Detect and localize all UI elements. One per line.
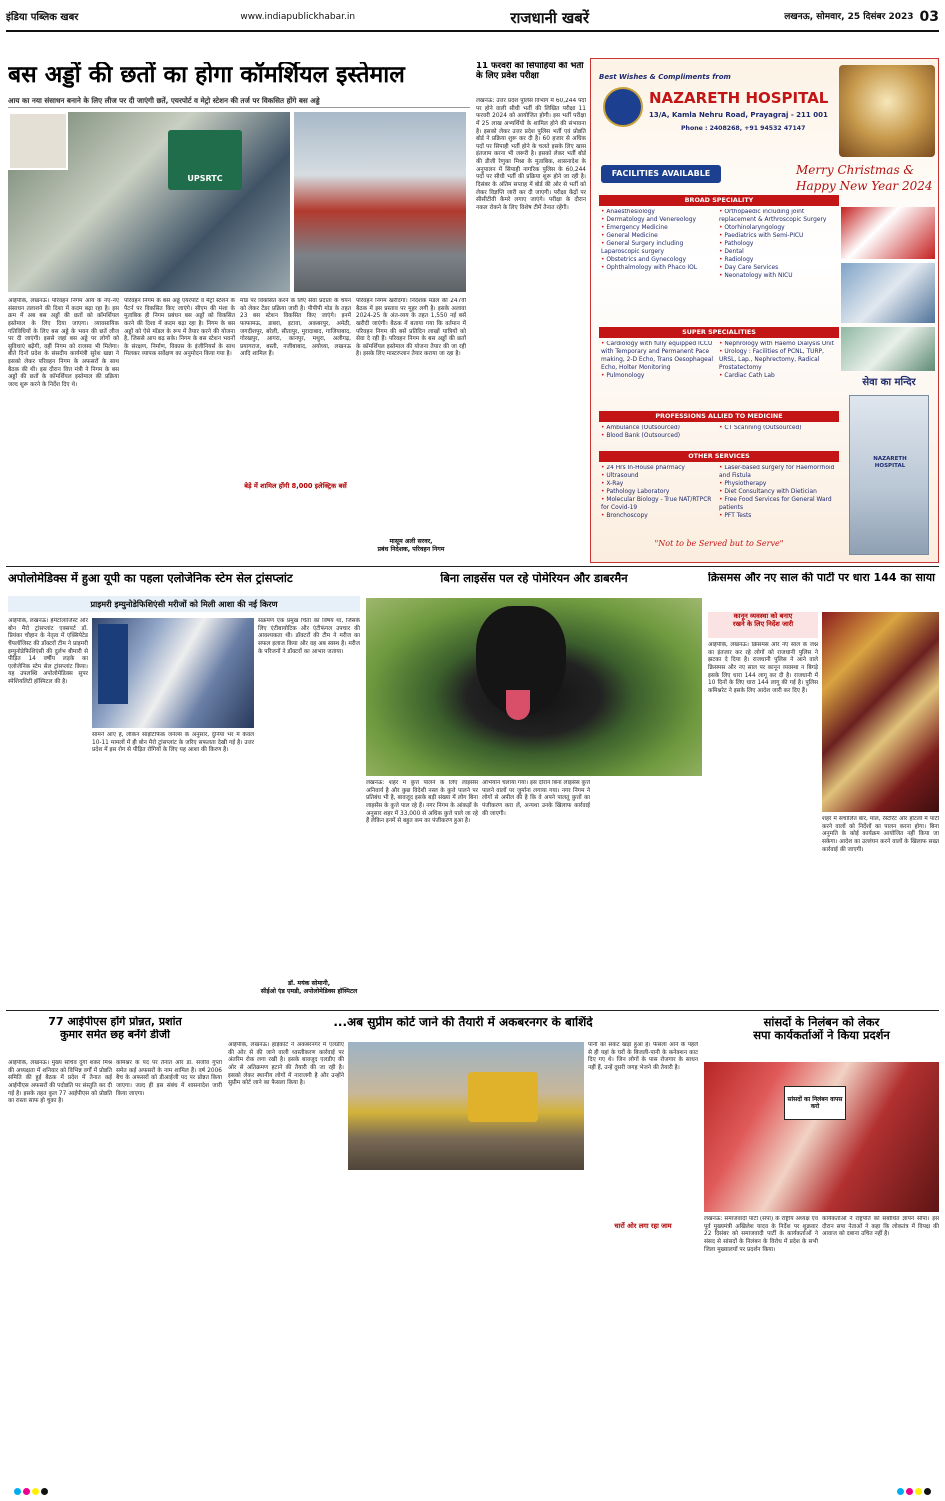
other-item: • Bronchoscopy (601, 513, 716, 521)
upsrtc-banner (168, 130, 242, 190)
bulldozer-photo (348, 1042, 584, 1170)
sp-col-2: कार्यकर्ताओं ने राष्ट्रपति को संबोधित ज्ञापन सौंपा। इस दौरान सपा नेताओं ने कहा कि लोकतंत्र में विपक्ष की आवाज को दबाना उचित नहीं है। (822, 1216, 939, 1238)
apollo-col-3: संक्रमण एक प्रमुख चिंता का विषय था, जिसके लिए एंटीबायोटिक और एंटीफंगल उपचार की आवश्यकता थी। डॉक्टरों की टीम ने मरीज का सफल इलाज किया और वह अब स्वस्थ है। मरीज के परिजनों ने डॉक्टरों का आभार जताया। (258, 618, 360, 655)
ips-headline-line-2: कुमार समेत छह बनेंगे डीजी (60, 1028, 170, 1041)
lead-col-2: परिवहन निगम के बस अड्डे एयरपोर्ट व मेट्रो स्टेशन के पैटर्न पर विकसित किए जाएंगे। सीएम की मंशा के मुताबिक ही निगम प्रबंधन बस अड्डों को विकसित करने की दिशा में कदम बढ़ा रहा है। निगम के बस अड्डों को ऐसे मॉडल के रूप में तैयार करने की योजना है, जिससे आय बढ़ सके। निगम के बस स्टेशन भवनों के संरक्षण, निर्माण, विकास के इंजीनियर्स के साथ मिलकर व्यापक सर्वेक्षण का अनुमोदन किया गया है। (124, 298, 235, 358)
broad-item: • Orthopaedic including joint replacement & Arthroscopic Surgery (719, 209, 837, 225)
ips-col-1: आईपीके, लखनऊ। मुख्य सचिव दुर्गा शंकर मिश्र की अध्यक्षता में शनिवार को विभिन्न वर्गों में प्रोन्नति समिति की हुई बैठक में प्रदेश में तैनात कई आईपीएस अफसरों की पदोन्नति पर संस्तुति कर दी गई है। इसके तहत कुल 77 आईपीएस को प्रोन्नति का रास्ता साफ हो चुका है। (8, 1060, 112, 1105)
christmas-market-photo (822, 612, 939, 812)
christmas-scene (839, 65, 935, 157)
santa-photo (841, 207, 935, 259)
sp-protest-photo (704, 1062, 939, 1212)
sp-col-1: लखनऊ: समाजवादी पार्टी (सपा) के राष्ट्रीय अध्यक्ष एवं पूर्व मुख्यमंत्री अखिलेश यादव के निर्देश पर शुक्रवार 22 दिसंबर को समाजवादी पार्टी के कार्यकर्ताओं ने संसद से सांसदों के निलंबन के विरोध में प्रदेश के सभी जिला मुख्यालयों पर प्रदर्शन किया। (704, 1216, 818, 1253)
ad-motto: "Not to be Served but to Serve" (654, 539, 784, 548)
broad-item: • Dermatology and Venereology (601, 217, 716, 225)
christmas-deck (708, 612, 818, 638)
registration-marks-right (897, 1488, 931, 1495)
apollo-headline: अपोलोमेडिक्स में हुआ यूपी का पहला एलोजेनिक स्टेम सेल ट्रांसप्लांट (8, 572, 293, 585)
protest-placard (784, 1086, 846, 1120)
allied-right-list (719, 425, 837, 447)
broad-item: • Neonatology with NICU (719, 273, 837, 281)
hospital-phone[interactable]: Phone : 2408268, +91 94532 47147 (681, 125, 806, 132)
apollo-col-2: सामने आए हैं, लेकिन साइंटिफिक जर्नल्स के अनुसार, दुनिया भर में केवल 10-11 मामलों में ही बोन मैरो ट्रांसप्लांट के जरिए सफलता देखी गई है। उत्तर प्रदेश में इस रोग से पीड़ित रोगियों के लिए यह आशा की किरण है। (92, 732, 254, 754)
lead-col-3: मोड पर विकसित करने के लिए सेवा प्रदाता के चयन को लेकर टेंडर प्रक्रिया जारी है। पीपीपी मोड के तहत 23 बस स्टेशन विकसित किए जाएंगे। इनमें फाफामऊ, डाबरा, इटावा, अकबरपुर, अमेठी, जगदीशपुर, बरेली, सीतापुर, मुरादाबाद, गाजियाबाद, गोरखपुर, आगरा, कानपुर, मथुरा, अलीगढ़, प्रयागराज, बस्ती, नजीबाबाद, अयोध्या, लखनऊ आदि शामिल हैं। (240, 298, 351, 358)
facilities-banner: FACILITIES AVAILABLE (601, 165, 721, 183)
super-item: • Pulmonology (601, 373, 716, 381)
apollo-signature-title: सीईओ एंड एमडी, अपोलोमेडिक्स हॉस्पिटल (260, 987, 358, 995)
other-item: • Physiotherapy (719, 481, 837, 489)
broad-item: • Otorhinolaryngology (719, 225, 837, 233)
ips-headline (8, 1016, 222, 1056)
super-speciality-title: SUPER SPECIALITIES (599, 327, 839, 338)
hospital-logo (603, 87, 643, 127)
police-body: लखनऊ: उत्तर प्रदेश पुलिस विभाग में 60,244 पदों पर होने वाली सीधी भर्ती की लिखित परीक्षा 11 फरवरी 2024 को आयोजित होगी। इस भर्ती परीक्षा में 25 लाख अभ्यर्थियों के शामिल होने की संभावना है। इसको लेकर उत्तर प्रदेश पुलिस भर्ती एवं प्रोन्नति बोर्ड ने प्रक्रिया शुरू कर दी है। 60 हजार से अधिक पदों पर सिपाही भर्ती होने के चलते इसके लिए खास इंतजाम करना भी जरूरी है। इसको लेकर भर्ती बोर्ड की डीजी रेणुका मिश्रा के मुताबिक, शासनादेश के अनुपालन में सिपाही नागरिक पुलिस के 60,244 पदों पर सीधी भर्ती की प्रक्रिया शुरू होने जा रही है। दिसंबर के अंतिम सप्ताह में बोर्ड की ओर से भर्ती को लेकर विज्ञप्ति जारी कर दी जाएगी। परीक्षा केंद्रों पर सीसीटीवी कैमरे लगाए जाएंगे। परीक्षा के दौरान नकल रोकने के लिए विशेष टीमें तैनात रहेंगी। (476, 98, 586, 211)
christmas-deck-line-1: कानून व्यवस्था को बनाए (733, 612, 793, 620)
dateline: लखनऊ, सोमवार, 25 दिसंबर 2023 (784, 12, 914, 23)
other-left-list (601, 465, 716, 535)
super-item: • Cardiology with fully equipped ICCU with Temporary and Permanent Pace making, 2-D Echo, Trans Oesophageal Echo, Holter Monitoring (601, 341, 716, 373)
row-divider (6, 566, 939, 567)
broad-item: • Radiology (719, 257, 837, 265)
masthead (6, 6, 939, 32)
apollo-press-photo (92, 618, 254, 728)
allied-title: PROFESSIONS ALLIED TO MEDICINE (599, 411, 839, 422)
apollo-col-1: आईपीके, लखनऊ। हेमेटोलॉजिस्ट और बोन मैरो ट्रांसप्लांट एक्सपर्ट डॉ. प्रियंका चौहान के नेतृत्व में एक्सिपेटेड चैंपलॉजिस्ट की डॉक्टरों टीम ने प्राइमरी इम्युनोडेफिशिएंसी की दुर्लभ बीमारी से पीड़ित 14 वर्षीय लड़के का एलोजेनिक स्टेम सेल ट्रांसप्लांट किया। यह उपलब्धि अपोलोमेडिक्स सुपर स्पेशियलिटी हॉस्पिटल की है। (8, 618, 88, 686)
hospital-address: 13/A, Kamla Nehru Road, Prayagraj - 211 001 (649, 111, 828, 119)
other-right-list (719, 465, 837, 535)
akbarnagar-col-2 (348, 1174, 464, 1480)
bulldozer-shape (468, 1072, 538, 1122)
other-item: • Pathology Laboratory (601, 489, 716, 497)
allied-item: • Ambulance (Outsourced) (601, 425, 716, 433)
signature-name: मासूम अली सरवर, (389, 538, 433, 545)
lead-headline: बस अड्डों की छतों का होगा कॉमर्शियल इस्तेमाल (8, 62, 405, 88)
ips-headline-line-1: 77 आईपीएस होंगे प्रोन्नत, प्रशांत (48, 1016, 182, 1028)
super-left-list (601, 341, 716, 407)
doctors-photo (841, 327, 935, 371)
akbarnagar-col-4b (588, 1236, 698, 1480)
broad-speciality-title: BROAD SPECIALITY (599, 195, 839, 206)
ad-tagline: Best Wishes & Compliments from (599, 73, 731, 81)
row-divider-2 (6, 1010, 939, 1011)
christmas-headline: क्रिसमस और नए साल की पार्टी पर धारा 144 का साया (708, 572, 935, 584)
broad-item: • Paediatrics with Semi-PICU (719, 233, 837, 241)
seva-label: सेवा का मन्दिर (862, 377, 916, 388)
paper-name: इंडिया पब्लिक खबर (6, 11, 79, 23)
police-headline: 11 फरवरी को सिपाहियों की भर्ती के लिए प्रवेश परीक्षा (476, 62, 584, 81)
other-item: • Laser-based surgery for Haemorrhoid and Fistula (719, 465, 837, 481)
paper-url[interactable]: www.indiapublickhabar.in (240, 12, 356, 23)
broad-item: • Emergency Medicine (601, 225, 716, 233)
akbarnagar-subhead: चारों ओर लगा रहा जाम (614, 1222, 672, 1230)
section-title: राजधानी खबरें (510, 8, 589, 27)
dogs-col-3 (594, 780, 702, 1006)
sp-headline-line-1: सांसदों के निलंबन को लेकर (763, 1016, 880, 1029)
allied-item: • Blood Bank (Outsourced) (601, 433, 716, 441)
other-item: • PFT Tests (719, 513, 837, 521)
super-item: • Nephrology with Haemo Dialysis Unit (719, 341, 837, 349)
akbarnagar-col-4: पानी का संकट खड़ा हुआ है। फैसला आने के पहले से ही यहां के घरों के बिजली-पानी के कनेक्शन काट दिए गए थे। जिन लोगों के पास रोजगार के साधन नहीं हैं, उन्हें दूसरी जगह भेजने की तैयारी है। (588, 1042, 698, 1071)
broad-item: • Anaesthesiology (601, 209, 716, 217)
greeting-2: Happy New Year 2024 (796, 179, 933, 193)
christmas-deck-line-2: रखने के लिए निर्देश जारी (732, 620, 794, 629)
lead-deck: आय का नया संसाधन बनाने के लिए लीज पर दी जाएंगी छतें, एयरपोर्ट व मेट्रो स्टेशन की तर्ज पर विकसित होंगे बस अड्डे (8, 96, 470, 108)
dogs-col-1: लखनऊ: शहर में कुत्ते पालने के लिए लाइसेंस अनिवार्य है और कुछ विदेशी नस्ल के कुत्ते पालने पर प्रतिबंध भी है, बावजूद इसके बड़ी संख्या में लोग बिना लाइसेंस के कुत्ते पाल रहे हैं। नगर निगम के आंकड़ों के अनुसार शहर में 33,000 से अधिक कुत्ते पाले जा रहे हैं लेकिन इनमें से बहुत कम का पंजीकरण हुआ है। (366, 780, 478, 825)
signature-title: प्रबंध निदेशक, परिवहन निगम (377, 545, 445, 553)
upsrtc-logo-text: UPSRTC (187, 174, 223, 183)
minister-portrait (8, 112, 68, 170)
other-item: • Diet Consultancy with Dietician (719, 489, 837, 497)
hospital-building (849, 395, 929, 555)
other-item: • Molecular Biology - True NAT/RTPCR for Covid-19 (601, 497, 716, 513)
broad-item: • Obstetrics and Gynecology (601, 257, 716, 265)
other-item: • 24 Hrs In-House pharmacy (601, 465, 716, 473)
hospital-name: NAZARETH HOSPITAL (649, 89, 829, 107)
hospital-ad (590, 58, 939, 563)
apollo-deck: प्राइमरी इम्युनोडेफिशिएंसी मरीजों को मिली आशा की नई किरण (8, 596, 360, 612)
broad-item: • Ophthalmology with Phaco IOL (601, 265, 716, 273)
broad-item: • Day Care Services (719, 265, 837, 273)
broad-right-list (719, 209, 837, 321)
sp-headline (704, 1016, 939, 1058)
allied-left-list (601, 425, 716, 447)
dogs-headline: बिना लाइसेंस पल रहे पोमेरियन और डाबरमैन (440, 572, 628, 585)
christmas-col-2: शहर में संचालित बार, मॉल, रेस्टोरेंट और होटलों में पार्टी करने वालों को निर्देशों का पालन करना होगा। बिना अनुमति के कोई कार्यक्रम आयोजित नहीं किया जा सकेगा। आदेश का उल्लंघन करने वालों के खिलाफ सख्त कार्रवाई की जाएगी। (822, 816, 939, 853)
registration-marks-left (14, 1488, 48, 1495)
dog-tongue (506, 690, 530, 720)
akbarnagar-col-3 (468, 1174, 584, 1480)
super-item: • Cardiac Cath Lab (719, 373, 837, 381)
lead-col-1: आईपीके, लखनऊ। परिवहन निगम आय के नए-नए संसाधन तलाशने की दिशा में कदम बढ़ा रहा है। इस क्रम में अब बस अड्डों की छतों को कॉमर्शियल इस्तेमाल के लिए दिया जाएगा। व्यावसायिक गतिविधियों के लिए बस अड्डे के भवन की छतें लीज पर दी जाएंगी। इससे जहां बस अड्डे पर लोगों को सुविधाएं बढ़ेंगी, वहीं निगम को राजस्व भी मिलेगा। बीते दिनों प्रदेश के संसदीय कार्यमंत्री सुरेश खन्ना ने इसको लेकर परिवहन निगम के अफसरों के साथ बैठक की थी। इस दौरान वित्त मंत्री ने निगम के बस अड्डों की छतों के कॉमर्शियल इस्तेमाल की प्रक्रिया जल्द शुरू करने के निर्देश दिए थे। (8, 298, 119, 389)
broad-item: • General Surgery including Laparoscopic surgery (601, 241, 716, 257)
super-right-list (719, 341, 837, 407)
page-number: 03 (919, 9, 939, 26)
building-sign: NAZARETH HOSPITAL (873, 456, 907, 469)
bus-station-photo (294, 112, 466, 292)
placard-text: सांसदों का निलंबन वापस करो (787, 1095, 843, 1110)
lead-subhead: बेड़े में शामिल होंगी 8,000 इलेक्ट्रिक बसें (244, 482, 347, 490)
super-item: • Urology : Facilities of PCNL, TURP, URSL, Lap., Nephrectomy, Radical Prostatectomy (719, 349, 837, 373)
broad-item: • General Medicine (601, 233, 716, 241)
apollomedics-banner (98, 624, 128, 704)
broad-item: • Dental (719, 249, 837, 257)
broad-item: • Pathology (719, 241, 837, 249)
meeting-photo (8, 112, 290, 292)
lead-signature (356, 538, 466, 561)
apollo-signature-name: डॉ. मयंक सोमानी, (287, 980, 331, 987)
broad-left-list (601, 209, 716, 321)
lead-col-4: परिवहन निगम खरीदेगा। निदेशक मंडल की 247वीं बैठक में इस प्रस्ताव पर मुहर लगी है। इसके अलावा 2024-25 के अंत-व्यय के तहत 1,550 नई बसें खरीदी जाएंगी। बैठक में बताया गया कि वर्तमान में परिवहन निगम की बसें प्रतिदिन लाखों यात्रियों को सेवा दे रही हैं। परिवहन निगम के बस अड्डों की छतों के कॉमर्शियल इस्तेमाल की योजना तैयार की जा रही है। इसके लिए मास्टरप्लान तैयार कराया जा रहा है। (356, 298, 466, 358)
lead-col-3b (240, 504, 351, 561)
greeting-1: Merry Christmas & (796, 163, 915, 177)
doberman-photo (366, 598, 702, 776)
other-item: • Ultrasound (601, 473, 716, 481)
christmas-col-1: आईपीके, लखनऊ। क्रिसमस और नए साल के जश्न का इंतजार कर रहे लोगों को राजधानी पुलिस ने झटका दे दिया है। राजधानी पुलिस ने आने वाले क्रिसमस और नए साल पर कानून व्यवस्था न बिगड़े इसके लिए धारा 144 लागू कर दी है। राजधानी में 10 दिनों के लिए धारा 144 लागू की गई है। पुलिस कमिश्नरेट ने इसके लिए आदेश जारी कर दिए हैं। (708, 642, 818, 694)
other-services-title: OTHER SERVICES (599, 451, 839, 462)
other-item: • Free Food Services for General Ward patients (719, 497, 837, 513)
allied-item: • CT Scanning (Outsourced) (719, 425, 837, 433)
other-item: • X-Ray (601, 481, 716, 489)
ips-col-2: कमिश्नर के पद पर तैनात और डॉ. संजीव गुप्ता समेत कई अफसरों के नाम शामिल हैं। वर्ष 2006 बैच के अफसरों को डीआईजी पद पर प्रोन्नत किया जाएगा। जल्द ही इस संबंध में शासनादेश जारी किया जाएगा। (116, 1060, 222, 1097)
dogs-col-2: अभियान चलाया गया। इस दौरान बिना लाइसेंस कुत्ते पालने वालों पर जुर्माना लगाया गया। नगर निगम ने लोगों से अपील की है कि वे अपने पालतू कुत्तों का पंजीकरण करा लें, अन्यथा उनके खिलाफ कार्रवाई की जाएगी। (482, 780, 590, 817)
sp-headline-line-2: सपा कार्यकर्ताओं ने किया प्रदर्शन (753, 1029, 890, 1043)
apollo-signature (258, 980, 360, 1006)
akbarnagar-headline: ...अब सुप्रीम कोर्ट जाने की तैयारी में अकबरनगर के बाशिंदे (333, 1016, 593, 1029)
staff-photo (841, 263, 935, 323)
akbarnagar-col-1: आईपीके, लखनऊ। हाईकोर्ट ने अकबरनगर में एलडीए की ओर से की जाने वाली ध्वस्तीकरण कार्रवाई पर अंतरिम रोक लगा रखी है। इसके बावजूद एलडीए की ओर से अतिक्रमण हटाने की तैयारी की जा रही है। इसको लेकर स्थानीय लोगों में नाराजगी है और उन्होंने सुप्रीम कोर्ट जाने का फैसला किया है। (228, 1042, 344, 1087)
